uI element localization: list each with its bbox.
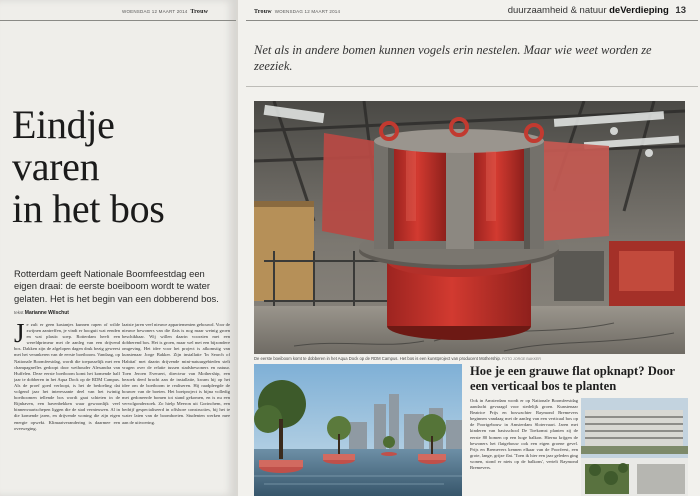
photo-caption [254, 356, 685, 361]
running-head-date: WOENSDAG 12 MAART 2014 [122, 9, 188, 14]
byline [14, 310, 69, 316]
main-photo-buoy-tree [254, 101, 685, 354]
sub-article-headline: Hoe je een grauwe flat opknapt? Door een verticaal bos te planten [470, 364, 675, 393]
article-headline [12, 104, 227, 230]
article-intro: Rotterdam geeft Nationale Boomfeestdag een eigen draai: de eerste boeiboom wordt te water gelaten. Het is het begin van een dobberend bos. [14, 268, 219, 304]
photo-grey-flat [581, 398, 688, 496]
sub-article-body: Ook in Amsterdam wordt er op Nationale Boomfeestdag aandacht gevraagd voor stedelijk groen. Kunstenaar Beatrice Prijs en boswachter Raymond Bremevers beginnen vandaag met de aanleg van een verticaal bos op de Poortgebouw in Amsterdam Slotervaart. Jaren met kinderen van basisschool De Toekomst planten zij de eerste 80 bomen op een hoge balkon. Hierna krijgen de bewoners het flatgebouw ook een eigen groene gevel. Prijs en Bremevers kennen elkaar van de Poorfeest, een grote, lange, grijze flat. 'Toen ik hier een jaar geleden ging wonen, stond er niets op de balkons', vertelt Raymond Bremevers. [470, 398, 578, 471]
section-title: duurzaamheid & natuur [507, 5, 607, 16]
buoy-photo-illustration [254, 101, 685, 354]
byline-prefix: tekst [14, 310, 24, 315]
photo-credit: FOTO JORGE BAKKER [502, 357, 542, 361]
page-number: 13 [675, 5, 686, 16]
running-head-paper-right: Trouw [254, 9, 272, 15]
section-header [508, 5, 686, 16]
byline-author: Marianne Wilschut [24, 310, 69, 316]
section-brand: deVerdieping [609, 5, 669, 16]
body-column-1-text: e zult er geen kastanjes kunnen rapen of wilde zwijnen aantreffen, je vindt er hooguit wat eenden en wat plastic soep. Rotterdam heeft een wereldprimeur met de aanleg van een drijvend bos. Dakken zijn de afgelopen dagen druk bezig geweest met het verankeren van de eerste boeiboom. Vandaag, op Nationale Boomfeestdag, wordt die toepasselijk met een champagnefles gedoopt door wethouder Alexandra van Huffelen. Deze eerste boeiboom komt het komende half jaar te dobberen in het Aqua Dock op de RDM Campus. Als de proef goed verloopt, is het de bedoeling dat volgend jaar het interessante deel van het twintig boeiboomen tellende bos wordt gaat schieten in de Rijnhaven, een havenbekken waar gewoonlijk veel binnenvaartschepen liggen die de stad vernieuwen. Al in die komende jaren, en drijvende woning die zijn eigen energie opwekt. Klimaatverandering is daarmee een overweging. [14, 322, 120, 431]
running-head-left [122, 9, 208, 15]
pull-quote: Net als in andere bomen kunnen vogels erin nestelen. Maar wie weet worden ze zeeziek. [254, 43, 652, 73]
running-head-paper: Trouw [190, 9, 209, 15]
caption-text: De eerste boeiboom komt te dobberen in het Aqua Dock op de RDM Campus. Het bos is een kunstproject van producent Mothership. [254, 356, 501, 361]
running-head-right [254, 9, 340, 15]
floating-forest-illustration [254, 364, 462, 496]
headline-line-2: varen [12, 144, 100, 189]
left-newspaper-page [0, 0, 236, 496]
headline-line-3: in het bos [12, 186, 165, 231]
header-rule [0, 20, 236, 21]
drop-cap: J [14, 322, 25, 348]
grey-flat-illustration [581, 398, 688, 496]
running-head-date-right: WOENSDAG 12 MAART 2014 [274, 9, 341, 14]
header-rule-right [246, 20, 698, 21]
body-column-1 [14, 322, 120, 494]
body-column-2: laatste jaren veel nieuwe appartementen gebouwd. Voor de nieuwe bewoners van die flats is nog maar weinig groen beschikbaar. Wij willen daarin voorzien met een dobberend bos. Het is groen, maar wel met een bijzondere omgeving. Het idee voor het project is afkomstig van kunstenaar Jorge Bakker. Zijn installatie 'In Search of Habitat' met daarin drijvende mini-natuurgebieden stelt vragen over de relatie tussen stadsbewoners en natuur. Toen Jeroen Everaert, directeur van Mothership, een bezoek deed bracht aan de installatie, kwam hij op het idee om de boeiboom te realiseren. Hij raadpleegde de bouwer van de boeien. Het boeiproject is bijna volledig met gedoneerde bomen tot stand gekomen, en is nu een vervolgonderzoek. Zo hielp Meeron uit Gorinchem, een bedrijf gespecialiseerd in offshore constructies, bij het te water laten van de boomboeien. Studenten werken mee aan de uitvoering. [122, 322, 230, 425]
quote-rule [246, 86, 698, 87]
photo-floating-forest [254, 364, 462, 496]
right-newspaper-page [238, 0, 700, 496]
headline-line-1: Eindje [12, 102, 115, 147]
